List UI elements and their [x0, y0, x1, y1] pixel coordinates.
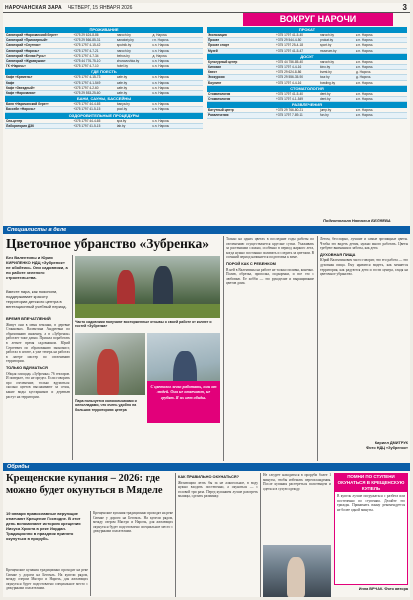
listing-name: Музей: [208, 48, 218, 53]
listing-phone: +375 1797 44-4-65: [73, 102, 101, 107]
paragraph: Желающим лезть бы за не алкогольное, в воду нужно входить постепенно, а окунаться — с головой три раза. Перед купанием лучше разогреть мышцы, сделать разминку.: [178, 480, 258, 499]
paragraph: Летом, бесспорно, лучшие и самые зрелищные цветы. Чтобы это видеть детям, нужно много работать. Цветы требуют внимания и заботы, как дети.: [320, 237, 408, 251]
listing-phone: +375 1797 41-5-47: [276, 48, 304, 53]
listing-address: к.п. Нарочь: [356, 48, 373, 53]
article2-text-col2: [93, 511, 173, 597]
listing-name: Развлечения: [208, 113, 229, 118]
listing-site: lab.by: [116, 123, 126, 128]
tips-box: [334, 473, 408, 585]
listing-row: [207, 113, 407, 118]
listing-site: banya.by: [116, 102, 130, 107]
listing-site: naroch.by: [116, 48, 131, 53]
article-headline: Цветочное убранство «Зубренка»: [6, 236, 210, 251]
column-rule: [175, 473, 176, 597]
listing-rows: [207, 60, 407, 86]
listing-name: Кафе «Звездный»: [6, 85, 35, 90]
listing-name: Квест: [208, 70, 217, 75]
article2-text-col3: [178, 473, 258, 597]
listing-rows: [5, 75, 203, 96]
listing-address: к.п. Нарочь: [356, 108, 373, 113]
listing-category: ПРОКАТ: [207, 27, 407, 33]
listing-site: zhuravushka.by: [116, 59, 140, 64]
listing-address: д. Нарочь: [356, 75, 371, 80]
listing-name: Прокат спорт: [208, 43, 230, 48]
listing-category: БАНИ, САУНЫ, БАССЕЙНЫ: [5, 96, 203, 102]
listing-address: к.п. Нарочь: [356, 38, 373, 43]
listing-rows: [5, 119, 203, 129]
listing-site: kino.by: [320, 65, 331, 70]
article-lead: Вместе пара, как пояснили, поддерживает красоту территории детского центра в вегетационный учебный период.: [6, 289, 67, 309]
listing-address: д. Нарочь: [356, 70, 371, 75]
listing-phone: +375 1797 4-4-16: [276, 65, 302, 70]
tips-title: ПОМНИ ПО СТУПЕНИ ОКУНАТЬСЯ В КРЕЩЕНСКУЮ КУПЕЛЬ: [335, 474, 407, 492]
listing-site: sputnik.by: [116, 43, 132, 48]
listing-address: к.п. Нарочь: [356, 113, 373, 118]
listing-address: г.п. Нарочь: [152, 38, 169, 43]
pull-quote: С цветами легко работать, они от людей. Они не отвечают, не грубят. Я их нет обиды.: [147, 381, 220, 423]
article-text-col3: [226, 237, 314, 461]
listing-phone: +375 1797 4-7-34: [73, 53, 99, 58]
paragraph: Крещенские купания традиционно проходят на реке Свенке у дороги на Бегомль. На купели рядом, между озером Мястро и Нарочь, для желающих окунуться будет подготовлено специальное место с дежурными спасателями.: [93, 511, 173, 534]
section-banner: ВОКРУГ НАРОЧИ: [243, 13, 393, 26]
listing-rows: [5, 33, 203, 69]
listing-name: Стоматология: [208, 97, 231, 102]
listings-left: [5, 27, 203, 129]
listing-address: к.п. Нарочь: [356, 33, 373, 37]
listing-phone: +375 44 776-75-10: [73, 59, 101, 64]
listing-rows: [207, 108, 407, 118]
photo-gardeners: [75, 256, 220, 318]
listing-category: ДОСУГ: [207, 54, 407, 60]
listing-site: hotel.by: [116, 64, 129, 69]
listing-site: cafe.by: [116, 85, 128, 90]
listing-site: naroch.by: [320, 33, 334, 37]
subheading-spiritual: ДУХОВНАЯ ПИЩА: [320, 251, 356, 257]
paragraph: В ней в Валентины на работе не только поливы, конечно. Полив, обрезка, прополка, подкормки, и все это с любовью. Ее хобби — это рукоделие и выращивание цветов дома.: [226, 267, 314, 286]
section-label-specialists: Специалисты в деле: [3, 226, 410, 234]
listing-name: Санаторий «Приозерный»: [6, 38, 48, 43]
listing-address: к.п. Нарочь: [152, 75, 170, 80]
listing-phone: +375 1797 4-7-21: [73, 48, 99, 53]
subheading-time: ВРЕМЯ ВПЕЧАТЛЕНИЙ: [6, 316, 51, 321]
listing-site: dent.by: [320, 91, 331, 96]
listing-phone: +375 1797 41-5-40: [276, 33, 304, 37]
listing-name: Санаторий «Белая Русь»: [6, 53, 46, 58]
photo-caption: Пара пользуется колокольчиками и олеолладами, что очень удобно на больших территориях центра: [75, 399, 137, 412]
listing-site: naroch.by: [320, 59, 334, 64]
listing-phone: +375 29 766-80-21: [276, 108, 304, 113]
listing-address: к.п. Нарочь: [356, 65, 373, 70]
listing-site: sanatoriy.by: [116, 38, 134, 43]
subheading-how: КАК ПРАВИЛЬНО ОКУНАТЬСЯ?: [178, 474, 239, 479]
listing-phone: +375 29 544-4-50: [276, 38, 302, 43]
listing-address: к.п. Нарочь: [152, 64, 170, 69]
listing-address: к.п. Нарочь: [152, 102, 170, 107]
listing-address: к.п. Нарочь: [356, 97, 373, 102]
article-text-col1: [6, 315, 70, 465]
listing-phone: +375 1797 44-4-65: [73, 118, 101, 123]
listing-site: cafe.by: [116, 80, 128, 85]
listing-site: tour.by: [320, 75, 330, 80]
listing-category: ПРОЖИВАНИЕ: [5, 27, 203, 33]
listing-category: ОЗДОРОВИТЕЛЬНЫЕ ПРОЦЕДУРЫ: [5, 113, 203, 119]
listing-name: ГК «Нарочь»: [6, 64, 26, 69]
listing-name: Экспозиция: [208, 33, 227, 37]
listing-phone: +375 1797 41-5-15: [73, 123, 101, 128]
listing-address: к.п. Нарочь: [152, 85, 170, 90]
listing-rows: [207, 33, 407, 54]
listing-phone: +375 1797 4-15-42: [73, 43, 101, 48]
listing-site: sport.by: [320, 43, 332, 48]
listing-name: Лаборатория ДЗК: [6, 123, 35, 128]
listing-address: д. Нарочь: [152, 33, 167, 37]
article2-headline: Крещенские купания – 2026: где можно будет окунуться в Мяделе: [6, 473, 163, 496]
listing-name: Стоматология: [208, 91, 231, 96]
listing-name: Санаторий «Спутник»: [6, 43, 41, 48]
article2-text-col4: [263, 473, 331, 543]
listing-address: к.п. Нарочь: [152, 80, 170, 85]
listing-category: ГДЕ ПОЕСТЬ: [5, 69, 203, 75]
listing-name: Кафе «Нарочанка»: [6, 91, 36, 96]
listing-site: prokat.by: [320, 38, 334, 43]
listing-site: naroch.by: [116, 33, 131, 37]
listing-name: Баня «Нарочанский берег»: [6, 102, 49, 107]
listing-name: Боулинг: [208, 80, 222, 85]
article2-text-col1: Крещенские купания традиционно проходят на реке Свенке у дороги на Бегомль. На купели рядом, между озером Мястро и Нарочь, для желающих окунуться будет подготовлено специальное место с дежурными спасателями.: [6, 568, 88, 591]
flower-bed: [75, 304, 220, 318]
photo-caption: Часто садовники получают восторженные отзывы о своей работе от коллег и гостей «Зубренка»: [75, 320, 212, 329]
column-rule: [317, 236, 318, 461]
listing-name: Экскурсии: [208, 75, 225, 80]
listing-site: cafe.by: [116, 91, 128, 96]
article-signature: Кирилл ДМИТРУК Фото НДЦ «Зубренок»: [366, 441, 408, 450]
listing-address: к.п. Нарочь: [356, 91, 373, 96]
listing-site: spa.by: [116, 118, 127, 123]
listing-name: Спа-центр: [6, 118, 23, 123]
paragraph: Общая площадь «Зубренка» 76 гектаров. И поверьте, это не предел. Если говорить про озеленение, только вдуматься: сколько цветов высаживают за сезон, какие виды кустарников и деревьев растут на территории.: [6, 371, 70, 399]
listing-name: Кафе: [6, 80, 15, 85]
listing-name: Санаторий «Нарочанский берег»: [6, 33, 58, 37]
newspaper-name: НАРОЧАНСКАЯ ЗАРА: [5, 4, 62, 11]
listing-name: Кинозал: [208, 65, 222, 70]
listing-phone: +375 29 556-35-90: [276, 75, 304, 80]
listing-address: к.п. Нарочь: [152, 107, 170, 112]
listing-name: Кафе «Кремень»: [6, 75, 33, 80]
article2-signature: Инна ВРЧАК. Фото автора: [358, 587, 408, 591]
listing-phone: +375 1797 4-1-549: [276, 97, 304, 102]
listing-phone: +375 1797 4-1-549: [73, 80, 101, 85]
listing-address: к.п. Нарочь: [152, 59, 170, 64]
listing-site: kvest.by: [320, 70, 332, 75]
listing-site: dent.by: [320, 97, 331, 102]
listing-phone: +375 29 624-8-86: [276, 70, 302, 75]
newspaper-page: [3, 3, 410, 597]
listing-address: к.п. Нарочь: [356, 43, 373, 48]
issue-date: ЧЕТВЕРГ, 15 ЯНВАРЯ 2026: [67, 4, 133, 11]
paragraph: Только на одних цветах в последние годы работы по озеленению осуществляется круглые сутки. Ухаживать за растениями сложно, особенно в период жаркого лета, когда нужно постоянно поливать и следить за цветами. В осенний период начинается подготовка к зиме.: [226, 237, 314, 260]
listing-name: Бассейн «Нарочь»: [6, 107, 36, 112]
page-number: 3: [402, 3, 407, 12]
listing-phone: +375 1797 4-4-16: [276, 80, 302, 85]
article-byline: Без Валентины и Юрия КИРИЛЕНКО НДЦ «Зубренок» не обойтись. Они садовники, а по работе зеленого строительства.: [6, 255, 68, 280]
listing-rows: [5, 102, 203, 112]
subheading-think: ТОЛЬКО ВДУМАТЬСЯ: [6, 364, 48, 370]
listing-row: [5, 124, 203, 129]
listing-phone: +375 44 756-85-40: [276, 59, 304, 64]
listing-rows: [207, 92, 407, 102]
listing-address: к.п. Нарочь: [356, 59, 373, 64]
listings-signature: Подготовила Наталья БЕЛЯЕВА: [323, 218, 391, 223]
listing-site: pool.by: [116, 107, 128, 112]
listing-address: к.п. Нарочь: [152, 48, 170, 53]
listing-phone: +375 1797 25-4-18: [276, 43, 304, 48]
listing-phone: +375 1797 4-2-60: [73, 85, 99, 90]
listing-phone: +375 1797 4-7-10: [73, 64, 99, 69]
person-figure: [287, 557, 305, 597]
listing-site: fun.by: [320, 113, 329, 118]
listing-address: к.п. Нарочь: [152, 118, 170, 123]
listing-name: Культурный центр: [208, 59, 238, 64]
paragraph: Живут они в меня земляки, в деревне Станковых. Валентина Андреевна по образованию инженер, а в «Зубренок» работает тоже давно. Пришла поработать в летнее время садовником. Юрий Сергеевич по образованию экономист, работал в штате, а уже теперь на работах в лагере мастер по озеленению территории.: [6, 322, 70, 364]
listing-name: Санаторий «Журавушка»: [6, 59, 46, 64]
listing-category: РАЗВЛЕЧЕНИЯ: [207, 102, 407, 108]
column-rule: [90, 511, 91, 596]
listing-name: Прокат: [208, 38, 220, 43]
column-rule: [72, 255, 73, 460]
article2-lead: 19 января православные верующие отмечают Крещение Господне. В этот день вспоминают историю крещения Иисуса Христа в реке Иордан. Традиционно в праздник принято окунуться в прорубь.: [6, 511, 81, 541]
listing-address: к.п. Нарочь: [152, 91, 170, 96]
column-rule: [223, 236, 224, 461]
section-label-rites: Обряды: [3, 463, 410, 471]
listing-phone: +375 1797 41-5-40: [276, 91, 304, 96]
listing-address: к.п. Нарочь: [152, 123, 170, 128]
listing-address: д. Нарочь: [152, 53, 167, 58]
listing-category: СТОМАТОЛОГИЯ: [207, 86, 407, 92]
person-figure: [97, 349, 119, 395]
listing-site: cafe.by: [116, 75, 128, 80]
listing-phone: +375 1797 41-5-15: [73, 107, 101, 112]
page-header: [3, 3, 410, 13]
listing-name: Санаторий «Нарочь»: [6, 48, 40, 53]
photo-ice-bathing: [263, 545, 331, 597]
listing-phone: +375 29 553-25-60: [73, 91, 101, 96]
listing-site: museum.by: [320, 48, 337, 53]
listing-site: bowling.by: [320, 80, 336, 85]
tips-text: В купель лучше погружаться с разбега или постепенно по ступеням. Делайте это трижды. Принимать ванну рекомендуется не более одной минуты.: [337, 494, 405, 512]
listing-phone: +375 29 566-85-31: [73, 38, 101, 43]
listing-phone: +375 29 624-8-86: [73, 33, 99, 37]
listing-phone: +375 1797 7-89-11: [276, 113, 303, 118]
article-text-col4: [320, 237, 408, 437]
listing-phone: +375 1797 4-15-73: [73, 75, 101, 80]
column-rule: [260, 473, 261, 597]
listings-right: [207, 27, 407, 119]
listing-address: к.п. Нарочь: [356, 80, 373, 85]
paragraph: Не следует находиться в проруби более 1 минуты, чтобы избежать переохлаждения. После купания растереться полотенцем и одеться в сухую одежду.: [263, 473, 331, 491]
listing-site: belrus.by: [116, 53, 130, 58]
listing-address: к.п. Нарочь: [152, 43, 170, 48]
listing-name: Батутный центр: [208, 108, 234, 113]
listing-site: jump.by: [320, 108, 332, 113]
paragraph: Юрий Валентинович часто говорит, что его работа — это духовная пища. Ему нравится видеть, как меняется территория, как радуются дети и гости центра, глядя на цветочное убранство.: [320, 258, 408, 277]
photo-flowers: [75, 333, 145, 395]
subheading-child: ПОРОЙ КАК С РЕБЕНКОМ: [226, 260, 276, 266]
